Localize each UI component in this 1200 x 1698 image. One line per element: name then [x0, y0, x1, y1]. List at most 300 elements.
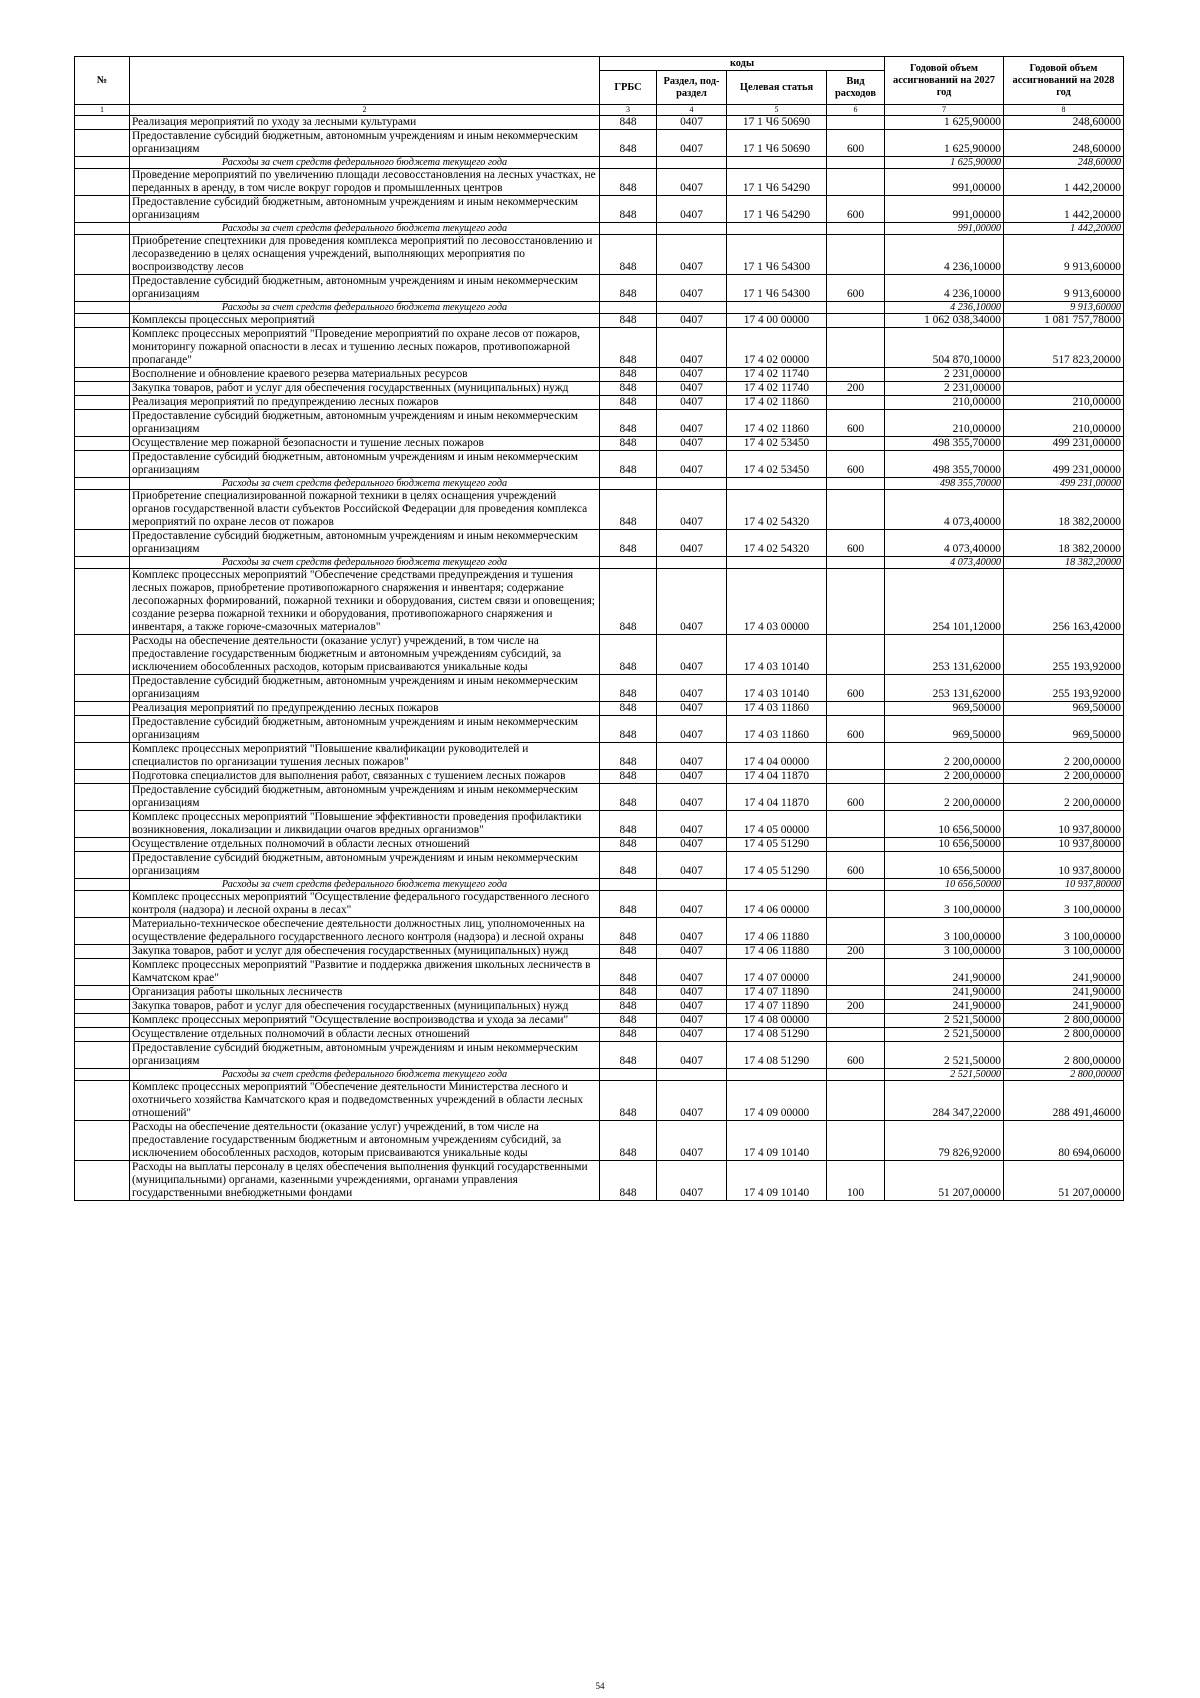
cell-grbs: 848 [600, 1121, 657, 1161]
table-row [75, 838, 1124, 852]
cell-razdel [657, 223, 727, 235]
cell-amount-2028 [1004, 368, 1124, 382]
cell-razdel: 0407 [657, 196, 727, 223]
cell-num [75, 852, 130, 879]
budget-table [74, 56, 1124, 1201]
col-index: 5 [727, 105, 827, 116]
cell-vid [827, 635, 885, 675]
table-row [75, 1161, 1124, 1201]
cell-tsel: 17 4 08 00000 [727, 1014, 827, 1028]
cell-razdel: 0407 [657, 396, 727, 410]
cell-amount-2027: 2 521,50000 [885, 1028, 1004, 1042]
cell-amount-2028: 51 207,00000 [1004, 1161, 1124, 1201]
cell-vid [827, 1121, 885, 1161]
cell-amount-2027: 79 826,92000 [885, 1121, 1004, 1161]
cell-grbs: 848 [600, 235, 657, 275]
cell-amount-2027: 3 100,00000 [885, 918, 1004, 945]
cell-vid: 600 [827, 784, 885, 811]
col-2027-header: Годовой объем ассигнований на 2027 год [885, 57, 1004, 105]
col-index: 6 [827, 105, 885, 116]
table-row [75, 275, 1124, 302]
cell-tsel: 17 4 08 51290 [727, 1042, 827, 1069]
cell-tsel: 17 4 02 53450 [727, 451, 827, 478]
cell-name: Реализация мероприятий по уходу за лесными культурами [130, 116, 600, 130]
cell-vid [827, 702, 885, 716]
cell-tsel: 17 4 07 11890 [727, 1000, 827, 1014]
cell-amount-2027: 2 521,50000 [885, 1014, 1004, 1028]
cell-amount-2028: 10 937,80000 [1004, 879, 1124, 891]
cell-amount-2027: 4 236,10000 [885, 302, 1004, 314]
cell-grbs: 848 [600, 1042, 657, 1069]
cell-razdel: 0407 [657, 635, 727, 675]
cell-grbs: 848 [600, 716, 657, 743]
cell-name: Предоставление субсидий бюджетным, автономным учреждениям и иным некоммерческим организациям [130, 275, 600, 302]
cell-name: Комплекс процессных мероприятий "Осуществление федерального государственного лесного контроля (надзора) и лесной охраны в лесах" [130, 891, 600, 918]
cell-amount-2028: 2 200,00000 [1004, 770, 1124, 784]
col-vid-header: Вид расходов [827, 71, 885, 105]
cell-tsel: 17 4 02 11740 [727, 368, 827, 382]
cell-vid [827, 838, 885, 852]
cell-amount-2028: 248,60000 [1004, 157, 1124, 169]
cell-num [75, 275, 130, 302]
cell-razdel: 0407 [657, 743, 727, 770]
cell-amount-2028: 210,00000 [1004, 410, 1124, 437]
table-body [75, 116, 1124, 1201]
cell-amount-2028: 9 913,60000 [1004, 302, 1124, 314]
cell-razdel: 0407 [657, 275, 727, 302]
cell-amount-2027: 10 656,50000 [885, 838, 1004, 852]
cell-amount-2028: 3 100,00000 [1004, 891, 1124, 918]
cell-num [75, 675, 130, 702]
cell-name: Расходы за счет средств федерального бюджета текущего года [130, 223, 600, 235]
cell-num [75, 451, 130, 478]
cell-vid: 200 [827, 382, 885, 396]
cell-razdel: 0407 [657, 530, 727, 557]
cell-tsel: 17 4 05 00000 [727, 811, 827, 838]
cell-vid [827, 368, 885, 382]
cell-grbs: 848 [600, 314, 657, 328]
cell-amount-2028: 9 913,60000 [1004, 275, 1124, 302]
cell-razdel: 0407 [657, 437, 727, 451]
col-index: 7 [885, 105, 1004, 116]
cell-amount-2027: 3 100,00000 [885, 891, 1004, 918]
cell-tsel: 17 4 03 11860 [727, 702, 827, 716]
table-row [75, 702, 1124, 716]
cell-name: Расходы за счет средств федерального бюджета текущего года [130, 302, 600, 314]
cell-razdel: 0407 [657, 918, 727, 945]
table-row-federal-funds [75, 557, 1124, 569]
cell-num [75, 328, 130, 368]
cell-name: Организация работы школьных лесничеств [130, 986, 600, 1000]
cell-razdel: 0407 [657, 130, 727, 157]
table-row-federal-funds [75, 302, 1124, 314]
cell-amount-2028: 1 442,20000 [1004, 223, 1124, 235]
cell-grbs: 848 [600, 130, 657, 157]
cell-grbs: 848 [600, 811, 657, 838]
cell-name: Предоставление субсидий бюджетным, автономным учреждениям и иным некоммерческим организациям [130, 1042, 600, 1069]
table-row [75, 530, 1124, 557]
cell-name: Комплекс процессных мероприятий "Повышение квалификации руководителей и специалистов по организации тушения лесных пожаров" [130, 743, 600, 770]
cell-tsel: 17 4 09 10140 [727, 1161, 827, 1201]
cell-vid [827, 891, 885, 918]
cell-name: Расходы на обеспечение деятельности (оказание услуг) учреждений, в том числе на предоставление государственным бюджетным и автономным учреждениям субсидий, за исключением обособленных расходов, которым присваиваются уникальные коды [130, 1121, 600, 1161]
cell-amount-2027: 4 236,10000 [885, 235, 1004, 275]
cell-amount-2027: 241,90000 [885, 959, 1004, 986]
cell-grbs: 848 [600, 1000, 657, 1014]
cell-grbs: 848 [600, 635, 657, 675]
cell-tsel: 17 4 02 53450 [727, 437, 827, 451]
cell-amount-2028: 241,90000 [1004, 986, 1124, 1000]
cell-grbs: 848 [600, 328, 657, 368]
cell-num [75, 169, 130, 196]
table-row-federal-funds [75, 478, 1124, 490]
cell-grbs [600, 302, 657, 314]
cell-grbs: 848 [600, 945, 657, 959]
cell-name: Предоставление субсидий бюджетным, автономным учреждениям и иным некоммерческим организациям [130, 451, 600, 478]
cell-razdel: 0407 [657, 770, 727, 784]
cell-vid [827, 1014, 885, 1028]
cell-name: Расходы на обеспечение деятельности (оказание услуг) учреждений, в том числе на предоставление государственным бюджетным и автономным учреждениям субсидий, за исключением обособленных расходов, которым присваиваются уникальные коды [130, 635, 600, 675]
table-row [75, 396, 1124, 410]
table-row [75, 569, 1124, 635]
cell-num [75, 811, 130, 838]
cell-name: Расходы за счет средств федерального бюджета текущего года [130, 157, 600, 169]
table-row [75, 410, 1124, 437]
table-row [75, 959, 1124, 986]
table-row [75, 1081, 1124, 1121]
cell-razdel [657, 157, 727, 169]
cell-amount-2027: 498 355,70000 [885, 437, 1004, 451]
cell-amount-2028: 2 200,00000 [1004, 784, 1124, 811]
cell-amount-2027: 10 656,50000 [885, 852, 1004, 879]
cell-amount-2027: 4 073,40000 [885, 530, 1004, 557]
cell-name: Приобретение специализированной пожарной техники в целях оснащения учреждений органов государственной власти субъектов Российской Федерации для проведения комплекса мероприятий по охране лесов от пожаров [130, 490, 600, 530]
col-razdel-header: Раздел, под-раздел [657, 71, 727, 105]
cell-num [75, 838, 130, 852]
col-index: 2 [130, 105, 600, 116]
cell-tsel: 17 4 06 11880 [727, 945, 827, 959]
cell-vid [827, 169, 885, 196]
cell-amount-2028: 10 937,80000 [1004, 852, 1124, 879]
cell-razdel: 0407 [657, 702, 727, 716]
table-row [75, 235, 1124, 275]
cell-name: Закупка товаров, работ и услуг для обеспечения государственных (муниципальных) нужд [130, 1000, 600, 1014]
table-row [75, 451, 1124, 478]
cell-name: Проведение мероприятий по увеличению площади лесовосстановления на лесных участках, не переданных в аренду, в том числе вокруг городов и промышленных центров [130, 169, 600, 196]
cell-name: Расходы за счет средств федерального бюджета текущего года [130, 478, 600, 490]
cell-vid [827, 1081, 885, 1121]
cell-amount-2027: 51 207,00000 [885, 1161, 1004, 1201]
col-name-header [130, 57, 600, 105]
cell-grbs [600, 879, 657, 891]
cell-grbs: 848 [600, 410, 657, 437]
cell-tsel: 17 4 04 11870 [727, 770, 827, 784]
cell-name: Закупка товаров, работ и услуг для обеспечения государственных (муниципальных) нужд [130, 382, 600, 396]
cell-num [75, 986, 130, 1000]
table-row [75, 918, 1124, 945]
cell-tsel: 17 4 05 51290 [727, 852, 827, 879]
cell-tsel: 17 4 06 11880 [727, 918, 827, 945]
table-row [75, 716, 1124, 743]
cell-vid [827, 437, 885, 451]
cell-grbs: 848 [600, 116, 657, 130]
col-index: 8 [1004, 105, 1124, 116]
cell-amount-2027: 10 656,50000 [885, 879, 1004, 891]
cell-grbs: 848 [600, 396, 657, 410]
cell-razdel: 0407 [657, 716, 727, 743]
cell-num [75, 1081, 130, 1121]
cell-amount-2027: 991,00000 [885, 196, 1004, 223]
cell-vid: 600 [827, 852, 885, 879]
cell-grbs: 848 [600, 852, 657, 879]
cell-num [75, 945, 130, 959]
cell-amount-2027: 4 073,40000 [885, 557, 1004, 569]
cell-tsel: 17 4 00 00000 [727, 314, 827, 328]
cell-amount-2027: 2 200,00000 [885, 743, 1004, 770]
cell-razdel [657, 478, 727, 490]
cell-amount-2027: 991,00000 [885, 169, 1004, 196]
cell-razdel: 0407 [657, 784, 727, 811]
cell-razdel [657, 879, 727, 891]
cell-grbs [600, 157, 657, 169]
codes-header: коды [600, 57, 885, 71]
cell-vid [827, 557, 885, 569]
cell-grbs: 848 [600, 169, 657, 196]
cell-amount-2028: 241,90000 [1004, 1000, 1124, 1014]
cell-tsel: 17 1 Ч6 50690 [727, 130, 827, 157]
table-row [75, 945, 1124, 959]
cell-amount-2027: 284 347,22000 [885, 1081, 1004, 1121]
table-row [75, 891, 1124, 918]
col-index: 4 [657, 105, 727, 116]
cell-num [75, 490, 130, 530]
cell-grbs: 848 [600, 530, 657, 557]
cell-name: Комплекс процессных мероприятий "Обеспечение деятельности Министерства лесного и охотничьего хозяйства Камчатского края и подведомственных учреждений в области лесных отношений" [130, 1081, 600, 1121]
cell-tsel: 17 4 03 00000 [727, 569, 827, 635]
cell-razdel: 0407 [657, 1121, 727, 1161]
cell-amount-2027: 1 625,90000 [885, 157, 1004, 169]
cell-num [75, 1014, 130, 1028]
cell-razdel: 0407 [657, 382, 727, 396]
cell-vid [827, 223, 885, 235]
cell-tsel [727, 302, 827, 314]
cell-name: Комплекс процессных мероприятий "Повышение эффективности проведения профилактики возникновения, локализации и ликвидации очагов вредных организмов" [130, 811, 600, 838]
cell-num [75, 557, 130, 569]
cell-num [75, 530, 130, 557]
cell-tsel: 17 4 02 54320 [727, 530, 827, 557]
cell-razdel: 0407 [657, 1161, 727, 1201]
col-grbs-header: ГРБС [600, 71, 657, 105]
cell-vid [827, 959, 885, 986]
table-row [75, 130, 1124, 157]
cell-name: Предоставление субсидий бюджетным, автономным учреждениям и иным некоммерческим организациям [130, 852, 600, 879]
cell-razdel: 0407 [657, 368, 727, 382]
table-row [75, 116, 1124, 130]
cell-tsel: 17 4 03 11860 [727, 716, 827, 743]
table-row [75, 811, 1124, 838]
cell-num [75, 918, 130, 945]
cell-amount-2027: 1 625,90000 [885, 116, 1004, 130]
cell-num [75, 368, 130, 382]
cell-razdel [657, 1069, 727, 1081]
cell-amount-2028: 969,50000 [1004, 702, 1124, 716]
cell-amount-2027: 2 231,00000 [885, 368, 1004, 382]
cell-num [75, 410, 130, 437]
cell-grbs: 848 [600, 490, 657, 530]
cell-num [75, 157, 130, 169]
cell-tsel: 17 4 02 00000 [727, 328, 827, 368]
cell-num [75, 1069, 130, 1081]
col-index: 1 [75, 105, 130, 116]
cell-num [75, 702, 130, 716]
cell-num [75, 235, 130, 275]
cell-num [75, 382, 130, 396]
col-tsel-header: Целевая статья [727, 71, 827, 105]
cell-name: Реализация мероприятий по предупреждению лесных пожаров [130, 396, 600, 410]
cell-amount-2027: 969,50000 [885, 716, 1004, 743]
cell-amount-2028: 18 382,20000 [1004, 490, 1124, 530]
cell-name: Комплекс процессных мероприятий "Проведение мероприятий по охране лесов от пожаров, мониторингу пожарной опасности в лесах и тушению лесных пожаров, противопожарной пропаганде" [130, 328, 600, 368]
cell-amount-2027: 2 521,50000 [885, 1042, 1004, 1069]
table-row [75, 675, 1124, 702]
table-row [75, 635, 1124, 675]
cell-num [75, 396, 130, 410]
cell-tsel: 17 1 Ч6 54300 [727, 275, 827, 302]
cell-tsel [727, 157, 827, 169]
cell-razdel: 0407 [657, 1028, 727, 1042]
cell-grbs: 848 [600, 451, 657, 478]
table-row [75, 490, 1124, 530]
cell-tsel: 17 4 03 10140 [727, 675, 827, 702]
cell-tsel [727, 223, 827, 235]
cell-amount-2028: 1 442,20000 [1004, 169, 1124, 196]
table-row [75, 1000, 1124, 1014]
cell-vid [827, 986, 885, 1000]
cell-amount-2027: 210,00000 [885, 396, 1004, 410]
cell-amount-2028: 256 163,42000 [1004, 569, 1124, 635]
cell-name: Предоставление субсидий бюджетным, автономным учреждениям и иным некоммерческим организациям [130, 530, 600, 557]
cell-num [75, 569, 130, 635]
cell-razdel: 0407 [657, 410, 727, 437]
cell-vid [827, 328, 885, 368]
cell-vid [827, 235, 885, 275]
table-row-federal-funds [75, 157, 1124, 169]
cell-grbs: 848 [600, 196, 657, 223]
cell-vid [827, 569, 885, 635]
cell-name: Предоставление субсидий бюджетным, автономным учреждениям и иным некоммерческим организациям [130, 196, 600, 223]
cell-grbs: 848 [600, 770, 657, 784]
cell-num [75, 1121, 130, 1161]
cell-grbs: 848 [600, 437, 657, 451]
cell-amount-2028: 241,90000 [1004, 959, 1124, 986]
cell-amount-2028: 2 800,00000 [1004, 1028, 1124, 1042]
cell-name: Осуществление мер пожарной безопасности и тушение лесных пожаров [130, 437, 600, 451]
cell-vid [827, 1028, 885, 1042]
cell-amount-2027: 10 656,50000 [885, 811, 1004, 838]
cell-razdel: 0407 [657, 314, 727, 328]
table-row [75, 1121, 1124, 1161]
cell-amount-2027: 1 625,90000 [885, 130, 1004, 157]
cell-num [75, 770, 130, 784]
cell-name: Комплексы процессных мероприятий [130, 314, 600, 328]
cell-amount-2027: 498 355,70000 [885, 451, 1004, 478]
cell-amount-2028: 499 231,00000 [1004, 451, 1124, 478]
cell-vid: 600 [827, 675, 885, 702]
cell-razdel: 0407 [657, 959, 727, 986]
cell-num [75, 1161, 130, 1201]
cell-grbs: 848 [600, 784, 657, 811]
cell-amount-2028: 3 100,00000 [1004, 918, 1124, 945]
cell-num [75, 635, 130, 675]
cell-grbs: 848 [600, 959, 657, 986]
table-row-federal-funds [75, 879, 1124, 891]
cell-amount-2028: 255 193,92000 [1004, 675, 1124, 702]
cell-grbs: 848 [600, 838, 657, 852]
cell-name: Восполнение и обновление краевого резерва материальных ресурсов [130, 368, 600, 382]
cell-amount-2028: 2 800,00000 [1004, 1042, 1124, 1069]
cell-num [75, 314, 130, 328]
cell-vid: 100 [827, 1161, 885, 1201]
cell-amount-2027: 498 355,70000 [885, 478, 1004, 490]
cell-amount-2028: 18 382,20000 [1004, 557, 1124, 569]
cell-tsel: 17 4 04 11870 [727, 784, 827, 811]
cell-amount-2027: 1 062 038,34000 [885, 314, 1004, 328]
document-page [74, 56, 1123, 1201]
cell-grbs: 848 [600, 891, 657, 918]
cell-grbs: 848 [600, 1161, 657, 1201]
cell-tsel: 17 4 02 11860 [727, 410, 827, 437]
cell-grbs [600, 1069, 657, 1081]
cell-tsel [727, 557, 827, 569]
cell-razdel: 0407 [657, 1042, 727, 1069]
cell-amount-2028: 2 200,00000 [1004, 743, 1124, 770]
cell-grbs: 848 [600, 569, 657, 635]
cell-num [75, 437, 130, 451]
cell-tsel: 17 4 02 11740 [727, 382, 827, 396]
cell-amount-2027: 254 101,12000 [885, 569, 1004, 635]
cell-vid [827, 811, 885, 838]
cell-num [75, 130, 130, 157]
cell-vid: 600 [827, 530, 885, 557]
cell-grbs [600, 223, 657, 235]
cell-name: Комплекс процессных мероприятий "Развитие и поддержка движения школьных лесничеств в Камчатском крае" [130, 959, 600, 986]
cell-tsel: 17 4 02 54320 [727, 490, 827, 530]
table-row [75, 328, 1124, 368]
cell-tsel: 17 4 06 00000 [727, 891, 827, 918]
table-row [75, 1028, 1124, 1042]
cell-razdel: 0407 [657, 116, 727, 130]
cell-amount-2028: 3 100,00000 [1004, 945, 1124, 959]
cell-razdel: 0407 [657, 169, 727, 196]
table-row-federal-funds [75, 1069, 1124, 1081]
cell-razdel: 0407 [657, 675, 727, 702]
cell-tsel [727, 879, 827, 891]
cell-num [75, 116, 130, 130]
cell-amount-2028: 9 913,60000 [1004, 235, 1124, 275]
cell-razdel: 0407 [657, 945, 727, 959]
cell-razdel: 0407 [657, 1081, 727, 1121]
cell-amount-2027: 3 100,00000 [885, 945, 1004, 959]
cell-vid: 600 [827, 130, 885, 157]
cell-vid [827, 1069, 885, 1081]
cell-tsel: 17 4 05 51290 [727, 838, 827, 852]
cell-vid [827, 879, 885, 891]
cell-name: Комплекс процессных мероприятий "Обеспечение средствами предупреждения и тушения лесных пожаров, приобретение противопожарного снаряжения и инвентаря; содержание лесопожарных формирований, пожарной техники и оборудования, систем связи и оповещения; создание резерва пожарной техники и оборудования, противопожарного снаряжения и инвентаря, а также горюче-смазочных материалов" [130, 569, 600, 635]
cell-vid: 200 [827, 945, 885, 959]
cell-tsel: 17 1 Ч6 54290 [727, 196, 827, 223]
cell-razdel: 0407 [657, 1000, 727, 1014]
table-header [75, 57, 1124, 116]
